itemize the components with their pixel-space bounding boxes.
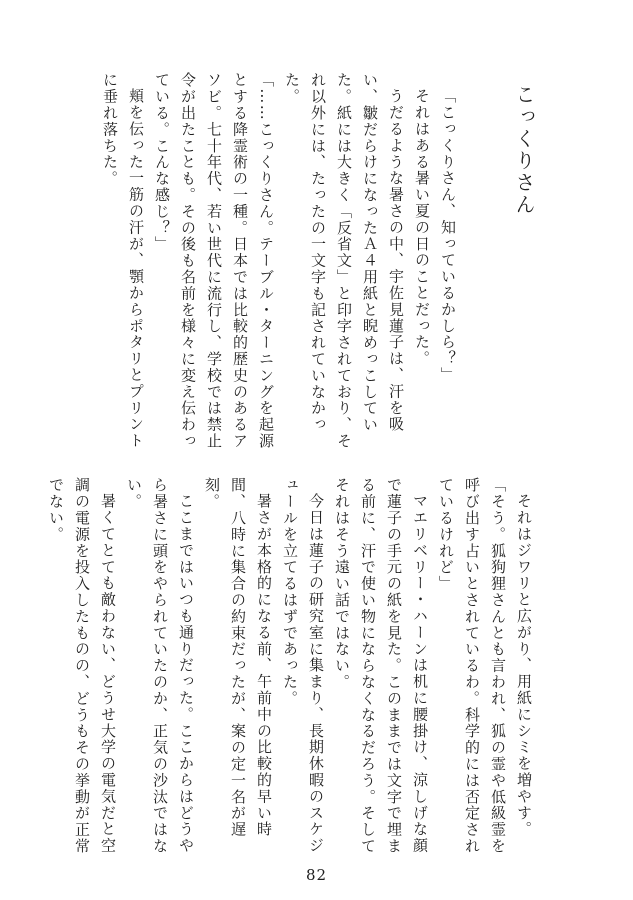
lower-text-block [43,477,537,867]
story-title: こっくりさん [512,84,536,216]
paragraph-dialogue-opening: 「こっくりさん、知っているかしら？」 [439,88,457,384]
paragraph: マエリベリー・ハーンは机に腰掛け、涼しげな顔で蓮子の手元の紙を見た。このままでは文字で埋まる前に、汗で使い物にならなくなるだろう。そしてそれはそう遠い話ではない。 [333,477,429,855]
paragraph: うだるような暑さの中、宇佐見蓮子は、汗を吸い、皺だらけになったＡ４用紙と睨めっこしていた。紙には大きく「反省文」と印字されており、それ以外には、たったの一文字も記されていなかった。 [283,72,405,450]
paragraph: 今日は蓮子の研究室に集まり、長期休暇のスケジュールを立てるはずであった。 [281,477,325,854]
paragraph-dialogue: 「そう。狐狗狸さんとも言われ、狐の霊や低級霊を呼び出す占いとされているわ。科学的には否定されているけれど」 [437,477,507,855]
paragraph: 頬を伝った一筋の汗が、顎からポタリとプリントに垂れ落ちた。 [101,72,145,449]
paragraph: 暑さが本格的になる前、午前中の比較的早い時間、八時に集合の約束だったが、案の定一名が遅刻。 [203,477,273,838]
paragraph: それはジワリと広がり、用紙にシミを増やす。 [515,493,533,838]
paragraph: 暑くてとても敵わない、どうせ大学の電気だと空調の電源を投入したものの、どうもその挙動が正常でない。 [47,477,117,855]
page-number: 82 [305,866,328,884]
paragraph: それはある暑い夏の日のことだった。 [413,88,431,367]
paragraph: ここまではいつも通りだった。ここからはどうやら暑さに頭をやられていたのか、正気の沙汰ではない。 [125,477,195,855]
paragraph-dialogue: 「……こっくりさん。テーブル・ターニングを起源とする降霊術の一種。日本では比較的歴史のあるアソビ。七十年代、若い世代に流行し、学校では禁止令が出たことも。その後も名前を様々に変え伝わっている。こんな感じ？」 [153,72,275,450]
upper-text-block [97,72,541,462]
